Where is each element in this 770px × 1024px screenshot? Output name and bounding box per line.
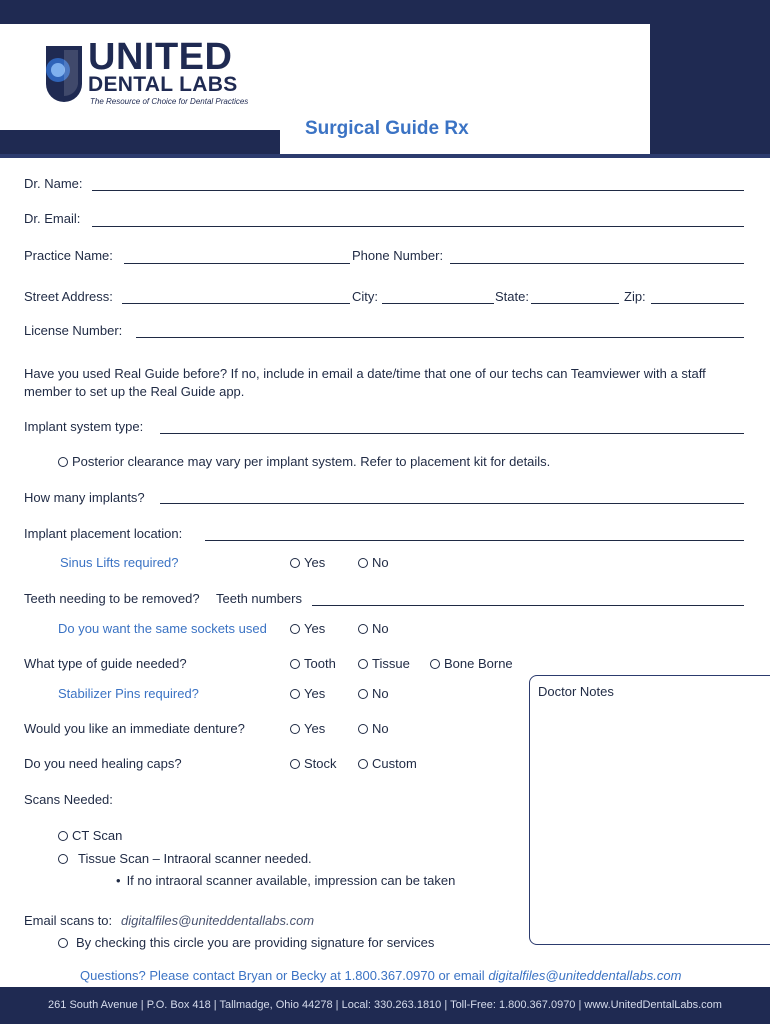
guide-type-tooth[interactable]: Tooth — [290, 656, 336, 672]
dr-name-field[interactable] — [92, 190, 744, 191]
scan-ct-option[interactable]: CT Scan — [58, 828, 122, 844]
logo-shield-icon — [44, 44, 84, 106]
email-scans-label: Email scans to: — [24, 913, 113, 928]
implant-system-label: Implant system type: — [24, 419, 144, 434]
footer-address: 261 South Avenue | P.O. Box 418 | Tallmadge, Ohio 44278 | Local: 330.263.1810 | Toll-Free: 1.800.367.0970 | www.UnitedDentalLabs.com — [0, 987, 770, 1024]
license-number-label: License Number: — [24, 323, 123, 338]
dr-email-field[interactable] — [92, 226, 744, 227]
teeth-numbers-label: Teeth numbers — [216, 591, 302, 606]
stabilizer-pins-no[interactable]: No — [358, 686, 389, 702]
city-label: City: — [352, 289, 378, 304]
guide-type-tissue[interactable]: Tissue — [358, 656, 410, 672]
questions-text: Questions? Please contact Bryan or Becky at 1.800.367.0970 or email — [80, 968, 485, 983]
immediate-denture-no[interactable]: No — [358, 721, 389, 737]
radio-icon[interactable] — [290, 624, 300, 634]
same-sockets-no[interactable]: No — [358, 621, 389, 637]
street-address-label: Street Address: — [24, 289, 113, 304]
scan-tissue-option[interactable]: Tissue Scan – Intraoral scanner needed. — [58, 851, 312, 867]
zip-label: Zip: — [624, 289, 646, 304]
stabilizer-pins-label: Stabilizer Pins required? — [58, 686, 199, 701]
healing-caps-label: Do you need healing caps? — [24, 756, 182, 771]
state-label: State: — [495, 289, 529, 304]
radio-icon[interactable] — [290, 659, 300, 669]
logo-subtitle: DENTAL LABS — [88, 73, 238, 96]
radio-icon[interactable] — [290, 759, 300, 769]
phone-number-label: Phone Number: — [352, 248, 444, 263]
header-right-band — [650, 24, 770, 154]
scan-bullet-note: • If no intraoral scanner available, impression can be taken — [116, 873, 456, 888]
real-guide-question: Have you used Real Guide before? If no, include in email a date/time that one of our techs can Teamviewer with a staff member to set up the Real Guide app. — [24, 366, 706, 399]
dr-name-label: Dr. Name: — [24, 176, 83, 191]
city-field[interactable] — [382, 303, 494, 304]
stabilizer-pins-yes[interactable]: Yes — [290, 686, 325, 702]
implant-system-field[interactable] — [160, 433, 744, 434]
radio-icon[interactable] — [430, 659, 440, 669]
radio-icon[interactable] — [358, 558, 368, 568]
healing-caps-stock[interactable]: Stock — [290, 756, 337, 772]
signature-note[interactable]: By checking this circle you are providing signature for services — [58, 935, 434, 951]
immediate-denture-label: Would you like an immediate denture? — [24, 721, 245, 736]
implant-location-label: Implant placement location: — [24, 526, 183, 541]
same-sockets-label: Do you want the same sockets used — [58, 621, 267, 636]
street-address-field[interactable] — [122, 303, 350, 304]
how-many-implants-field[interactable] — [160, 503, 744, 504]
posterior-clearance-note: Posterior clearance may vary per implant system. Refer to placement kit for details. — [58, 454, 550, 470]
implant-location-field[interactable] — [205, 540, 744, 541]
email-scans-address[interactable]: digitalfiles@uniteddentallabs.com — [121, 913, 315, 928]
doctor-notes-box[interactable] — [529, 675, 770, 945]
dr-email-label: Dr. Email: — [24, 211, 81, 226]
radio-icon[interactable] — [290, 689, 300, 699]
radio-icon[interactable] — [358, 689, 368, 699]
teeth-removed-label: Teeth needing to be removed? — [24, 591, 200, 606]
teeth-numbers-field[interactable] — [312, 605, 744, 606]
logo-tagline: The Resource of Choice for Dental Practices — [90, 97, 249, 106]
guide-type-bone-borne[interactable]: Bone Borne — [430, 656, 513, 672]
how-many-implants-label: How many implants? — [24, 490, 145, 505]
radio-icon[interactable] — [58, 854, 68, 864]
state-field[interactable] — [531, 303, 619, 304]
healing-caps-custom[interactable]: Custom — [358, 756, 417, 772]
radio-icon[interactable] — [358, 659, 368, 669]
radio-icon[interactable] — [58, 831, 68, 841]
guide-type-label: What type of guide needed? — [24, 656, 187, 671]
sinus-lifts-yes[interactable]: Yes — [290, 555, 325, 571]
license-number-field[interactable] — [136, 337, 744, 338]
phone-number-field[interactable] — [450, 263, 744, 264]
radio-icon[interactable] — [290, 558, 300, 568]
header-left-bottom — [0, 130, 280, 154]
immediate-denture-yes[interactable]: Yes — [290, 721, 325, 737]
radio-icon[interactable] — [358, 624, 368, 634]
practice-name-label: Practice Name: — [24, 248, 113, 263]
zip-field[interactable] — [651, 303, 744, 304]
questions-line — [80, 968, 681, 984]
practice-name-field[interactable] — [124, 263, 350, 264]
radio-icon[interactable] — [290, 724, 300, 734]
radio-icon[interactable] — [358, 759, 368, 769]
signature-radio-icon[interactable] — [58, 938, 68, 948]
posterior-clearance-radio[interactable] — [58, 457, 68, 467]
logo-title: UNITED — [88, 36, 233, 78]
form-title: Surgical Guide Rx — [305, 118, 469, 139]
sinus-lifts-no[interactable]: No — [358, 555, 389, 571]
radio-icon[interactable] — [358, 724, 368, 734]
same-sockets-yes[interactable]: Yes — [290, 621, 325, 637]
sinus-lifts-label: Sinus Lifts required? — [60, 555, 179, 570]
questions-email[interactable]: digitalfiles@uniteddentallabs.com — [488, 968, 682, 983]
doctor-notes-title: Doctor Notes — [538, 684, 614, 699]
bullet-icon: • — [116, 873, 121, 888]
scans-needed-label: Scans Needed: — [24, 792, 113, 807]
